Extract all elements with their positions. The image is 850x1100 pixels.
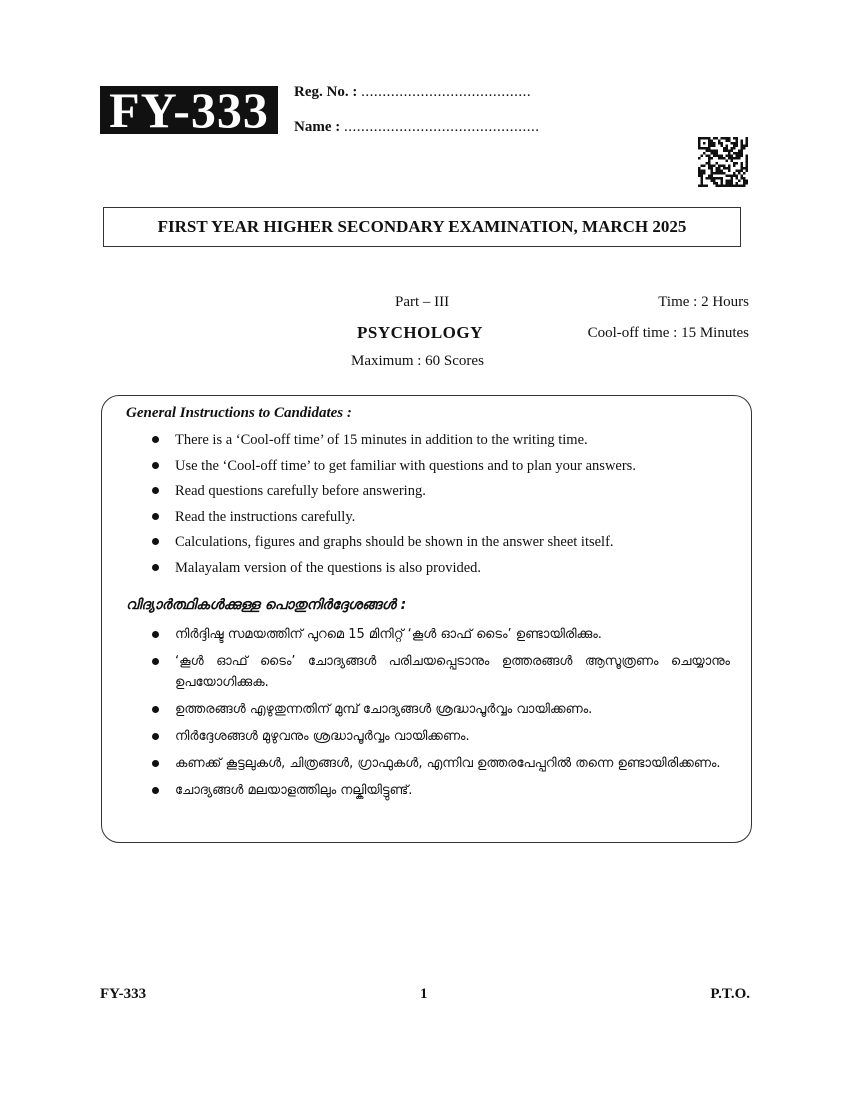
bullet-icon: [152, 462, 159, 469]
bullet-icon: [152, 658, 159, 665]
list-item: [150, 506, 730, 532]
reg-no-label: Reg. No. :: [294, 84, 358, 100]
name-label: Name :: [294, 119, 341, 135]
instructions-list-ml: [150, 624, 730, 807]
bullet-icon: [152, 706, 159, 713]
bullet-icon: [152, 631, 159, 638]
cool-off-label: Cool-off time : 15 Minutes: [587, 325, 749, 341]
subject-title: PSYCHOLOGY: [357, 323, 483, 342]
pto-label: P.T.O.: [710, 986, 750, 1002]
instructions-title-en: General Instructions to Candidates :: [126, 405, 352, 421]
name-field: [294, 119, 539, 136]
list-item: [150, 531, 730, 557]
instruction-text: ‘കൂൾ ഓഫ് ടൈം’ ചോദ്യങ്ങൾ പരിചയപ്പെടാനും ഉത്തരങ്ങൾ ആസൂത്രണം ചെയ്യാനും ഉപയോഗിക്കുക.: [175, 654, 730, 690]
page-number: 1: [420, 986, 428, 1002]
instruction-text: Calculations, figures and graphs should be shown in the answer sheet itself.: [175, 534, 614, 551]
exam-title: FIRST YEAR HIGHER SECONDARY EXAMINATION, MARCH 2025: [103, 207, 741, 247]
instruction-text: Read the instructions carefully.: [175, 508, 356, 525]
bullet-icon: [152, 564, 159, 571]
instruction-text: ഉത്തരങ്ങൾ എഴുതുന്നതിന് മുമ്പ് ചോദ്യങ്ങൾ ശ്രദ്ധാപൂർവ്വം വായിക്കണം.: [175, 702, 593, 717]
list-item: [150, 480, 730, 506]
list-item: [150, 455, 730, 481]
instruction-text: Read questions carefully before answering.: [175, 483, 426, 500]
bullet-icon: [152, 538, 159, 545]
bullet-icon: [152, 733, 159, 740]
reg-no-field: [294, 84, 531, 101]
list-item: [150, 753, 730, 774]
instruction-text: നിർദ്ദേശങ്ങൾ മുഴുവനും ശ്രദ്ധാപൂർവ്വം വായിക്കണം.: [175, 729, 470, 744]
instruction-text: Use the ‘Cool-off time’ to get familiar with questions and to plan your answers.: [175, 457, 636, 474]
paper-code-badge: FY-333: [100, 86, 278, 134]
instructions-list-en: [150, 429, 730, 583]
part-label: Part – III: [395, 294, 450, 310]
list-item: [150, 699, 730, 720]
bullet-icon: [152, 513, 159, 520]
bullet-icon: [152, 760, 159, 767]
instruction-text: Malayalam version of the questions is also provided.: [175, 559, 482, 576]
list-item: [150, 429, 730, 455]
footer-paper-code: FY-333: [100, 986, 147, 1002]
list-item: [150, 651, 730, 693]
list-item: [150, 624, 730, 645]
instruction-text: There is a ‘Cool-off time’ of 15 minutes in addition to the writing time.: [175, 432, 588, 448]
qr-code-icon: [698, 137, 748, 187]
time-label: Time : 2 Hours: [658, 294, 749, 310]
list-item: [150, 557, 730, 583]
instruction-text: നിർദ്ദിഷ്ട സമയത്തിന് പുറമെ 15 മിനിറ്റ് ‘കൂൾ ഓഫ് ടൈം’ ഉണ്ടായിരിക്കും.: [175, 627, 602, 642]
bullet-icon: [152, 787, 159, 794]
reg-no-blank: ........................................: [361, 84, 532, 100]
list-item: [150, 726, 730, 747]
bullet-icon: [152, 487, 159, 494]
max-score-label: Maximum : 60 Scores: [351, 353, 484, 369]
instruction-text: കണക്ക് കൂട്ടലുകൾ, ചിത്രങ്ങൾ, ഗ്രാഫുകൾ, എന്നിവ ഉത്തരപേപ്പറിൽ തന്നെ ഉണ്ടായിരിക്കണം.: [175, 756, 721, 771]
name-blank: ..............................................: [343, 119, 540, 135]
list-item: [150, 780, 730, 801]
instruction-text: ചോദ്യങ്ങൾ മലയാളത്തിലും നല്കിയിട്ടുണ്ട്.: [175, 783, 413, 798]
instructions-title-ml: വിദ്യാർത്ഥികൾക്കുള്ള പൊതുനിർദ്ദേശങ്ങൾ :: [126, 597, 407, 613]
bullet-icon: [152, 436, 159, 443]
